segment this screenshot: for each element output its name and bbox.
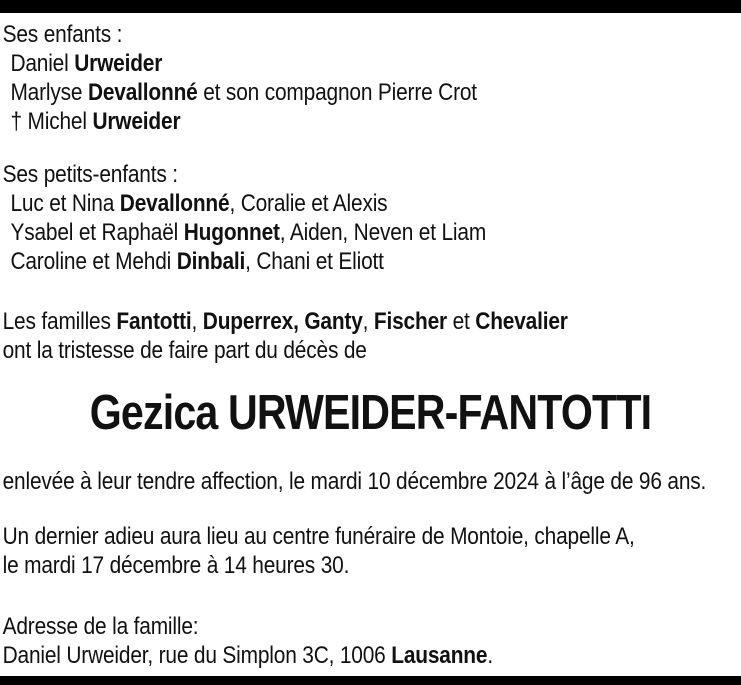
text-segment: ,: [362, 308, 374, 335]
text-segment: Lausanne: [391, 642, 488, 669]
grandchild-line: [0, 247, 645, 276]
text-segment: Luc et Nina: [10, 190, 120, 217]
children-section: [0, 20, 741, 136]
text-segment: , Coralie et Alexis: [229, 190, 388, 217]
text-segment: ont la tristesse de faire part du décès de: [2, 337, 367, 364]
children-heading: Ses enfants :: [2, 21, 123, 48]
child-line: [0, 107, 645, 136]
text-segment: Les familles: [2, 308, 117, 335]
ceremony-line: le mardi 17 décembre à 14 heures 30.: [2, 552, 350, 579]
top-border-bar: [0, 0, 741, 13]
text-segment: Devallonné: [87, 79, 198, 106]
text-segment: Urweider: [92, 108, 181, 135]
text-segment: Caroline et Mehdi: [10, 248, 177, 275]
text-segment: Ysabel et Raphaël: [10, 219, 184, 246]
text-segment: , Chani et Eliott: [245, 248, 384, 275]
ceremony-section: [0, 522, 741, 580]
text-segment: Fantotti: [116, 308, 192, 335]
families-section: [0, 307, 741, 365]
bottom-border-bar: [0, 676, 741, 685]
grandchildren-heading: Ses petits-enfants :: [2, 161, 178, 188]
grandchild-line: [0, 189, 645, 218]
text-segment: Marlyse: [10, 79, 88, 106]
families-line: [0, 307, 645, 336]
text-segment: Daniel: [10, 50, 75, 77]
text-segment: Daniel Urweider, rue du Simplon 3C, 1006: [2, 642, 392, 669]
text-segment: † Michel: [10, 108, 93, 135]
text-segment: et son compagnon Pierre Crot: [197, 79, 477, 106]
grandchildren-section: [0, 160, 741, 276]
family-address-section: [0, 612, 741, 670]
text-segment: .: [487, 642, 493, 669]
child-line: [0, 49, 645, 78]
deceased-name-title: Gezica URWEIDER-FANTOTTI: [89, 386, 652, 440]
text-segment: ,: [191, 308, 203, 335]
death-announcement-line: enlevée à leur tendre affection, le mardi 10 décembre 2024 à l’âge de 96 ans.: [2, 468, 707, 495]
text-segment: Urweider: [74, 50, 163, 77]
text-segment: , Aiden, Neven et Liam: [279, 219, 487, 246]
announcement-intro-line: [0, 336, 645, 365]
text-segment: et: [446, 308, 476, 335]
text-segment: Chevalier: [475, 308, 568, 335]
text-segment: Devallonné: [119, 190, 230, 217]
address-line: [0, 641, 645, 670]
notice-content: [0, 13, 741, 670]
text-segment: Hugonnet: [183, 219, 280, 246]
text-segment: Fischer: [373, 308, 447, 335]
text-segment: Dinbali: [176, 248, 246, 275]
ceremony-line: Un dernier adieu aura lieu au centre funéraire de Montoie, chapelle A,: [2, 523, 635, 550]
child-line: [0, 78, 645, 107]
address-heading: Adresse de la famille:: [2, 613, 199, 640]
grandchild-line: [0, 218, 645, 247]
text-segment: Duperrex, Ganty: [202, 308, 363, 335]
